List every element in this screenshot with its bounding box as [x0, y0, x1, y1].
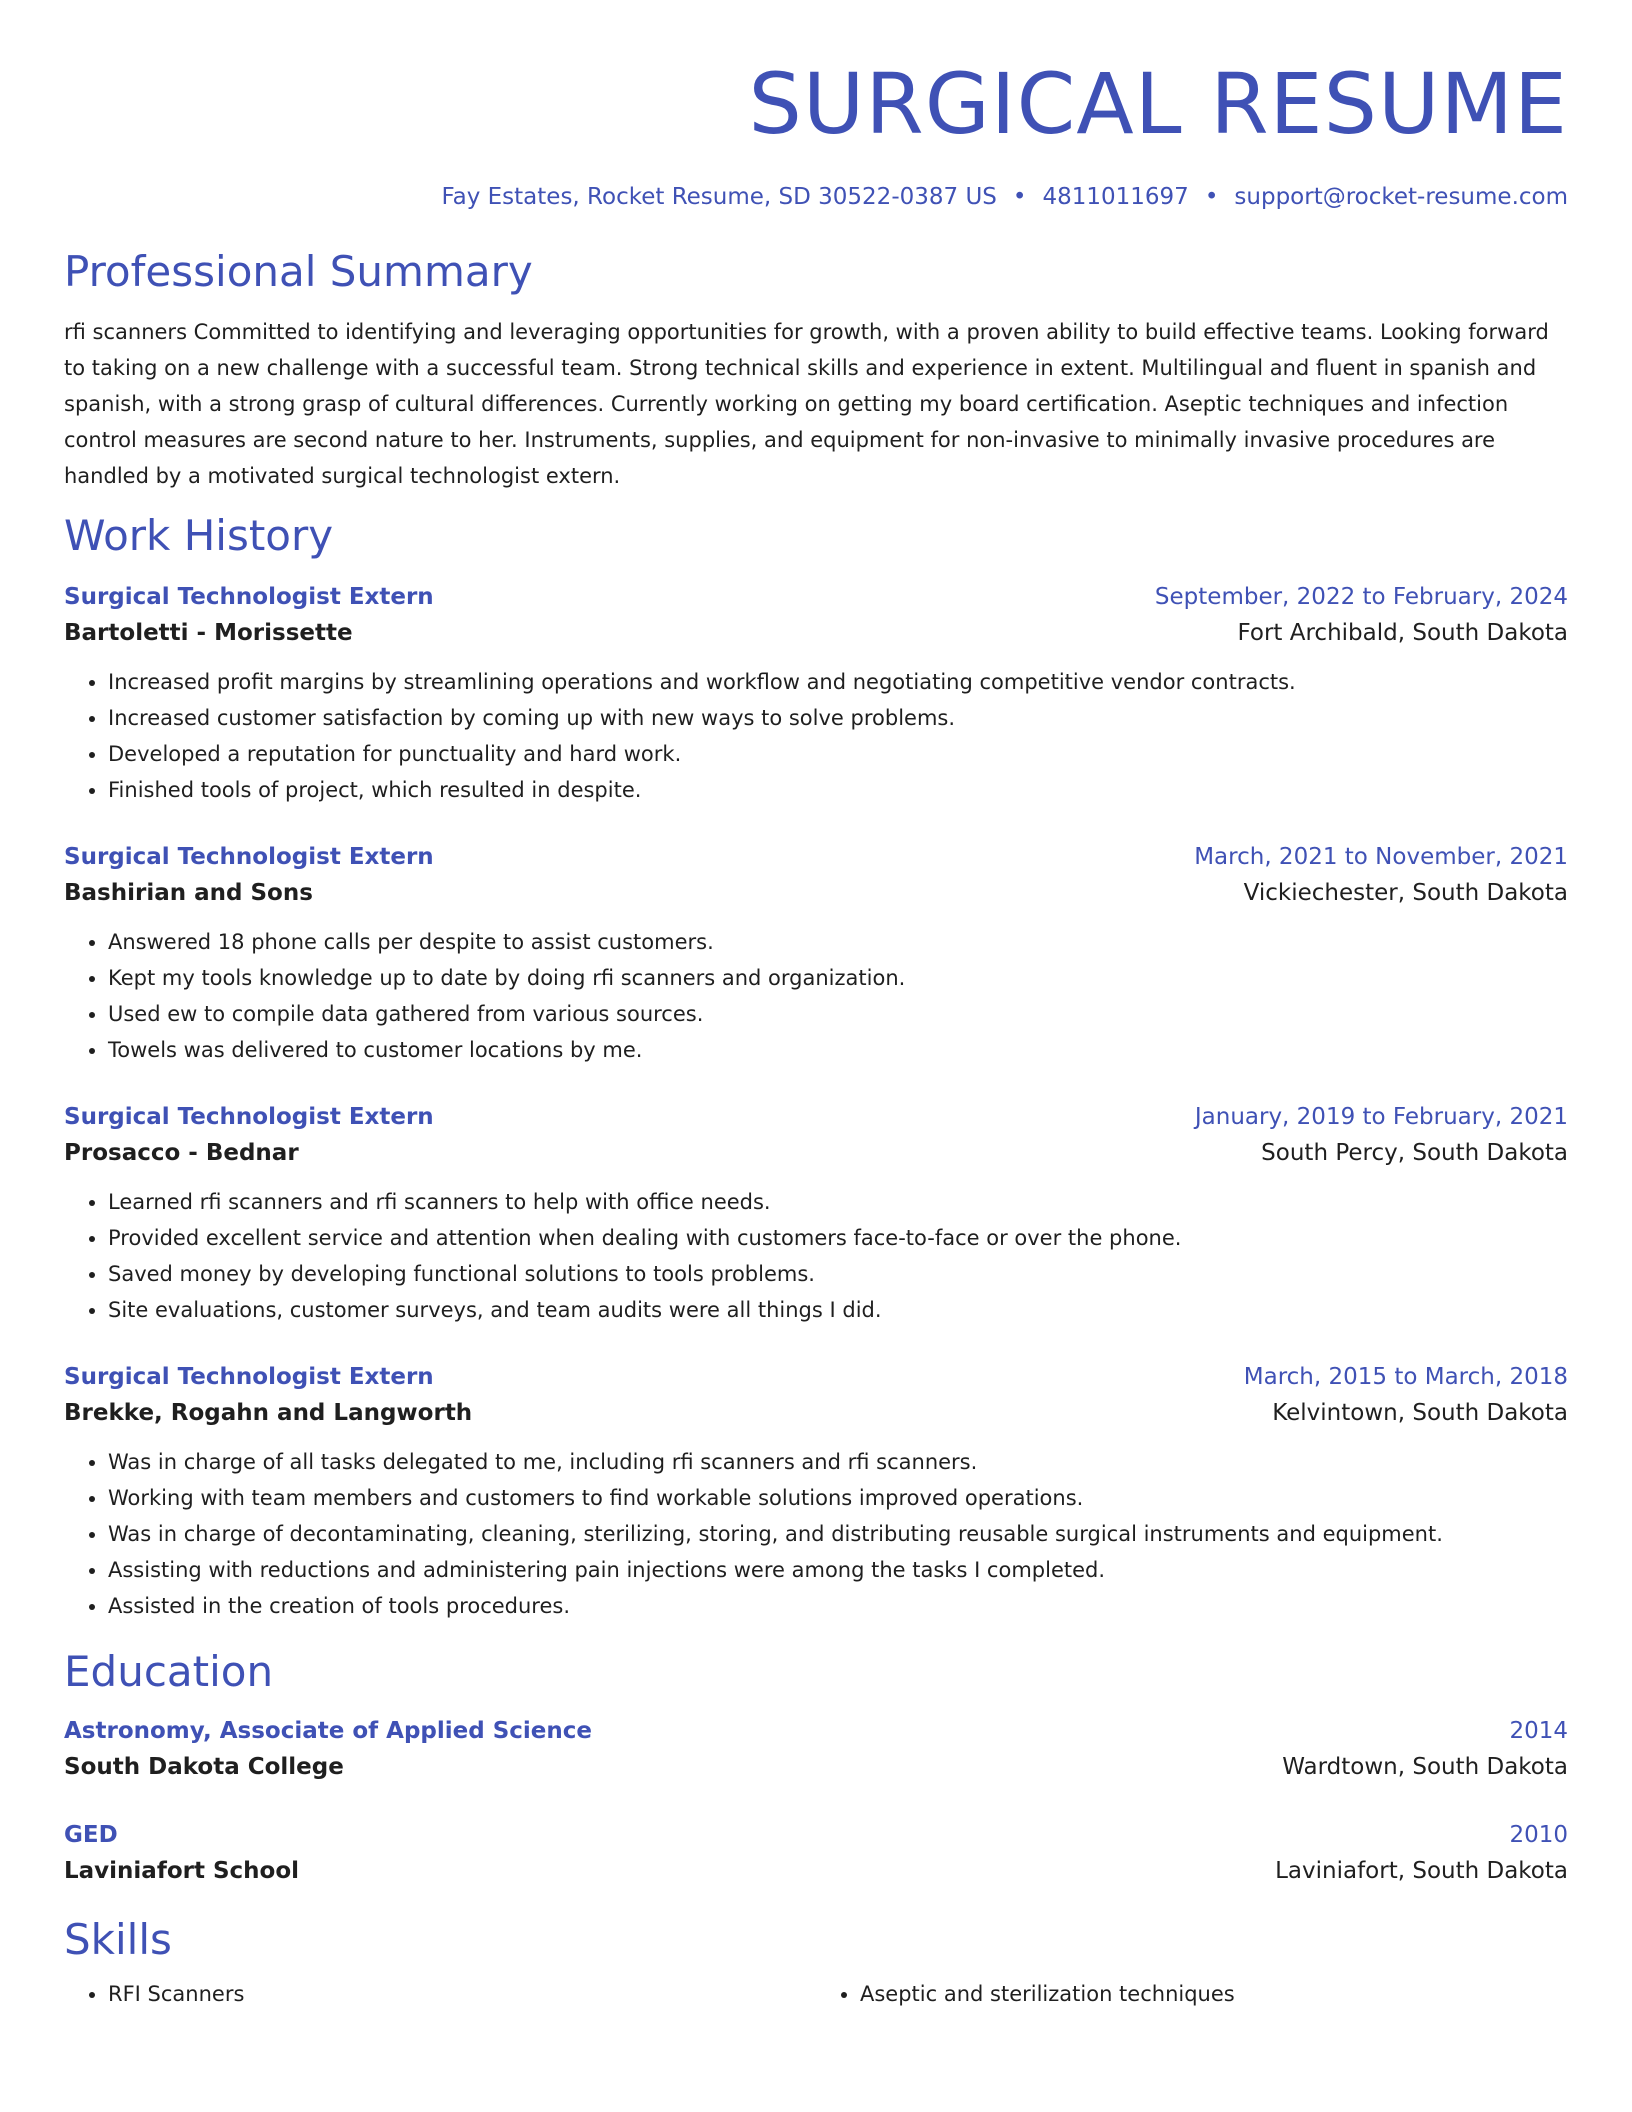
work-history-heading: Work History	[64, 511, 334, 560]
education-location: Wardtown, South Dakota	[1282, 1754, 1568, 1780]
job-entry	[64, 1100, 1568, 1328]
summary-text: rfi scanners Committed to identifying and leveraging opportunities for growth, with a proven ability to build effective teams. Looking forward to taking on a new challenge with a successful team. Strong technical skills and experience in extent. Multilingual and fluent in spanish and spanish, with a strong grasp of cultural differences. Currently working on getting my board certification. Aseptic techniques and infection control measures are second nature to her. Instruments, supplies, and equipment for non-invasive to minimally invasive procedures are handled by a motivated surgical technologist extern.	[64, 320, 1549, 488]
skills-heading: Skills	[64, 1915, 172, 1964]
education-degree: GED	[64, 1822, 118, 1848]
contact-phone: 4811011697	[1042, 184, 1189, 210]
education-year: 2014	[1509, 1718, 1568, 1744]
education-school: South Dakota College	[64, 1754, 344, 1780]
job-location: Kelvintown, South Dakota	[1272, 1400, 1568, 1426]
job-bullet: • Assisted in the creation of tools procedures.	[108, 1588, 1568, 1624]
skill-item: • Aseptic and sterilization techniques	[860, 1976, 1568, 2012]
job-bullets	[64, 1184, 1568, 1328]
job-company: Bartoletti - Morissette	[64, 620, 353, 646]
contact-address: Fay Estates, Rocket Resume, SD 30522-0387 US	[441, 184, 997, 210]
job-company: Bashirian and Sons	[64, 880, 313, 906]
skills-list	[64, 1976, 1568, 2012]
job-title: Surgical Technologist Extern	[64, 1104, 434, 1130]
education-degree: Astronomy, Associate of Applied Science	[64, 1718, 593, 1744]
job-bullet: • Was in charge of decontaminating, cleaning, sterilizing, storing, and distributing reusable surgical instruments and equipment.	[108, 1516, 1568, 1552]
job-bullet: • Used ew to compile data gathered from various sources.	[108, 996, 1568, 1032]
summary-heading: Professional Summary	[64, 247, 533, 296]
skills-column-right	[816, 1976, 1568, 2012]
job-title: Surgical Technologist Extern	[64, 584, 434, 610]
job-location: Vickiechester, South Dakota	[1243, 880, 1568, 906]
job-bullet: • Learned rfi scanners and rfi scanners to help with office needs.	[108, 1184, 1568, 1220]
resume-header	[64, 0, 1568, 212]
contact-line	[64, 182, 1568, 212]
job-bullet: • Developed a reputation for punctuality and hard work.	[108, 736, 1568, 772]
skill-item: • RFI Scanners	[108, 1976, 816, 2012]
job-bullet: • Saved money by developing functional solutions to tools problems.	[108, 1256, 1568, 1292]
resume-name: SURGICAL RESUME	[748, 55, 1568, 153]
job-location: South Percy, South Dakota	[1261, 1140, 1568, 1166]
education-heading: Education	[64, 1647, 274, 1696]
job-bullets	[64, 1444, 1568, 1624]
job-bullet: • Working with team members and customers to find workable solutions improved operations.	[108, 1480, 1568, 1516]
contact-separator: •	[1204, 184, 1219, 210]
job-bullet: • Was in charge of all tasks delegated to me, including rfi scanners and rfi scanners.	[108, 1444, 1568, 1480]
job-dates: March, 2021 to November, 2021	[1194, 844, 1568, 870]
job-dates: September, 2022 to February, 2024	[1154, 584, 1568, 610]
job-title: Surgical Technologist Extern	[64, 844, 434, 870]
education-entry	[64, 1818, 1568, 1890]
education-location: Laviniafort, South Dakota	[1275, 1858, 1568, 1884]
job-location: Fort Archibald, South Dakota	[1237, 620, 1568, 646]
job-bullet: • Towels was delivered to customer locations by me.	[108, 1032, 1568, 1068]
education-entry	[64, 1714, 1568, 1786]
job-bullet: • Finished tools of project, which resulted in despite.	[108, 772, 1568, 808]
education-school: Laviniafort School	[64, 1858, 300, 1884]
job-dates: March, 2015 to March, 2018	[1243, 1364, 1568, 1390]
contact-email: support@rocket-resume.com	[1234, 184, 1568, 210]
job-entry	[64, 840, 1568, 1068]
contact-separator: •	[1012, 184, 1027, 210]
job-dates: January, 2019 to February, 2021	[1194, 1104, 1568, 1130]
job-entry	[64, 580, 1568, 808]
job-bullet: • Answered 18 phone calls per despite to assist customers.	[108, 924, 1568, 960]
job-bullets	[64, 924, 1568, 1068]
job-entry	[64, 1360, 1568, 1624]
job-bullets	[64, 664, 1568, 808]
job-bullet: • Provided excellent service and attention when dealing with customers face-to-face or over the phone.	[108, 1220, 1568, 1256]
job-bullet: • Assisting with reductions and administering pain injections were among the tasks I completed.	[108, 1552, 1568, 1588]
skills-column-left	[64, 1976, 816, 2012]
job-title: Surgical Technologist Extern	[64, 1364, 434, 1390]
job-bullet: • Kept my tools knowledge up to date by doing rfi scanners and organization.	[108, 960, 1568, 996]
job-company: Brekke, Rogahn and Langworth	[64, 1400, 473, 1426]
job-company: Prosacco - Bednar	[64, 1140, 299, 1166]
education-year: 2010	[1509, 1822, 1568, 1848]
job-bullet: • Increased customer satisfaction by coming up with new ways to solve problems.	[108, 700, 1568, 736]
job-bullet: • Increased profit margins by streamlining operations and workflow and negotiating competitive vendor contracts.	[108, 664, 1568, 700]
job-bullet: • Site evaluations, customer surveys, and team audits were all things I did.	[108, 1292, 1568, 1328]
